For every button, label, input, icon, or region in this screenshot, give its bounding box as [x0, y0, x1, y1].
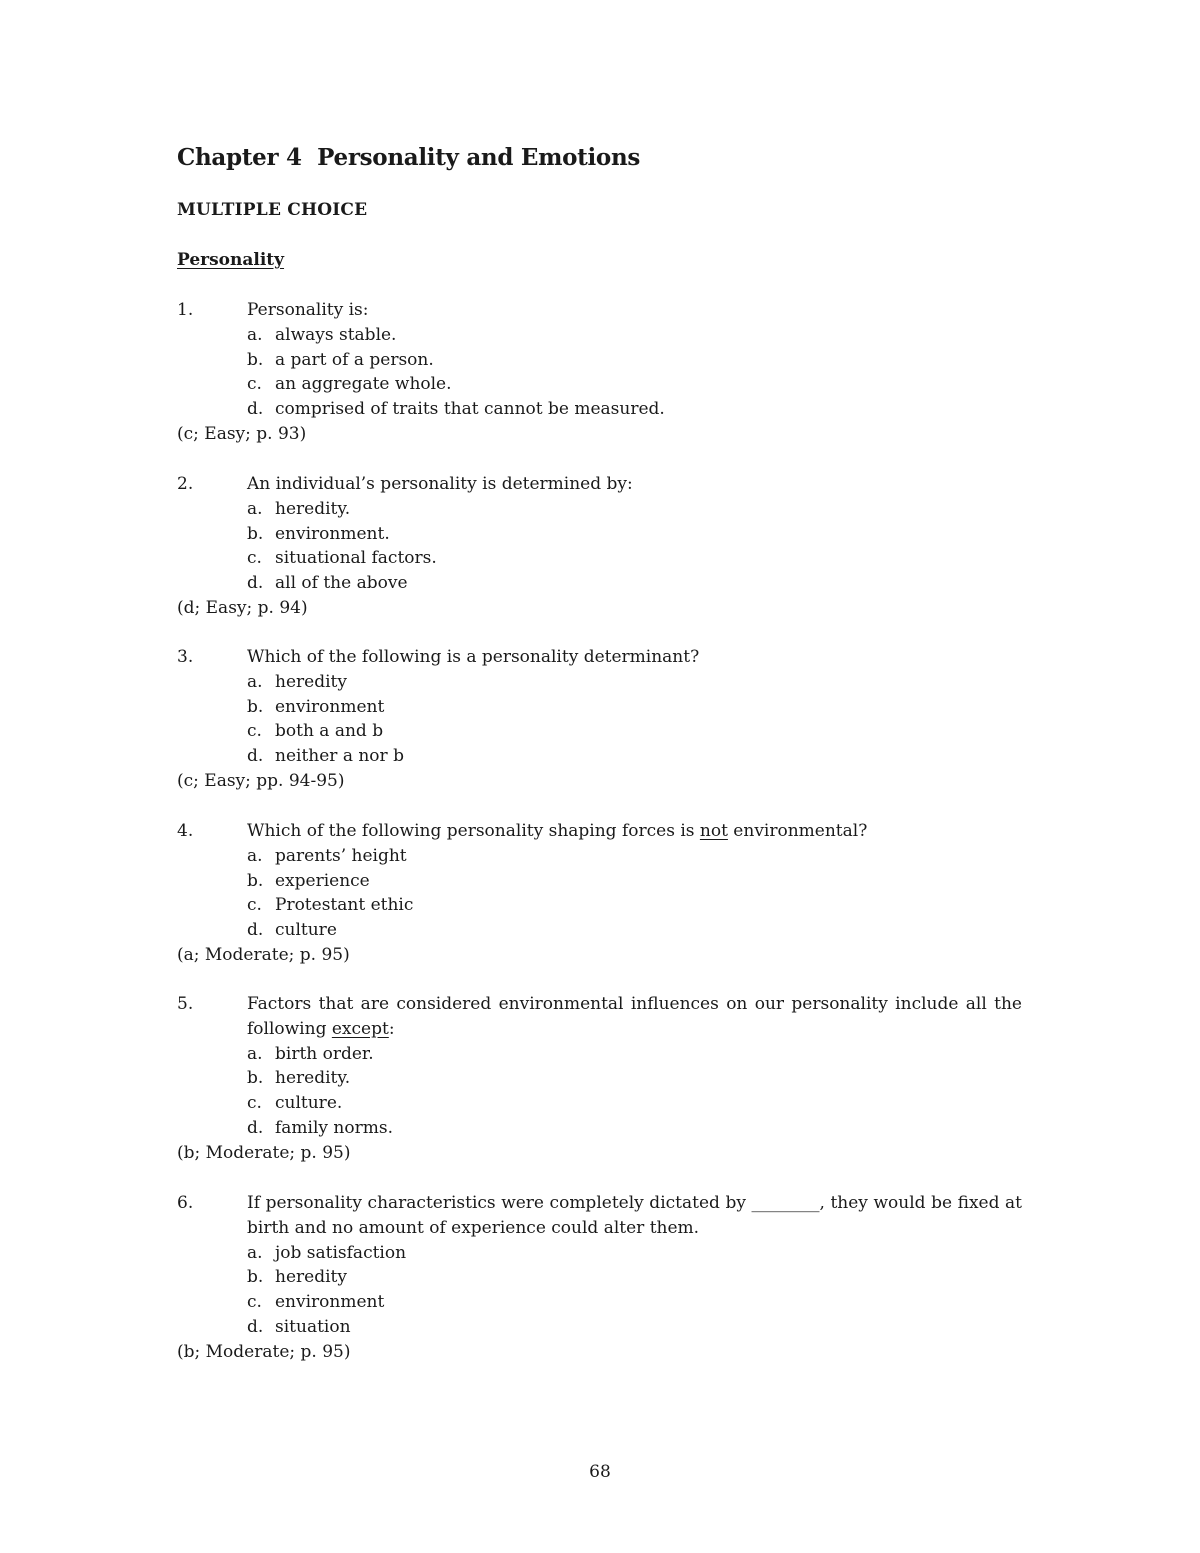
option-b [247, 522, 1022, 547]
question-number: 6. [177, 1193, 194, 1213]
question-number: 3. [177, 647, 194, 667]
option-list [177, 1241, 1022, 1340]
option-list [177, 497, 1022, 596]
question-stem-text: : [388, 1018, 395, 1039]
option-letter: a. [247, 1043, 263, 1064]
option-c [247, 893, 1022, 918]
option-text: an aggregate whole. [275, 374, 452, 395]
option-b [247, 1066, 1022, 1091]
option-c [247, 372, 1022, 397]
option-letter: c. [247, 1292, 262, 1313]
option-text: environment [275, 696, 385, 717]
option-b [247, 869, 1022, 894]
option-text: heredity [275, 1267, 347, 1288]
option-d [247, 744, 1022, 769]
chapter-title: Chapter 4 Personality and Emotions [177, 144, 641, 171]
question-stem-emphasis: except [331, 1018, 389, 1039]
option-c [247, 719, 1022, 744]
option-text: experience [275, 870, 370, 891]
option-letter: d. [247, 399, 264, 420]
option-letter: a. [247, 671, 263, 692]
option-b [247, 348, 1022, 373]
answer-key: (b; Moderate; p. 95) [177, 1341, 351, 1362]
option-list [177, 844, 1022, 943]
answer-key: (a; Moderate; p. 95) [177, 944, 350, 965]
option-c [247, 546, 1022, 571]
subsection-heading: Personality [177, 250, 285, 270]
answer-key: (d; Easy; p. 94) [177, 597, 308, 618]
option-letter: d. [247, 1117, 264, 1138]
option-a [247, 670, 1022, 695]
option-text: heredity. [275, 498, 351, 519]
option-text: comprised of traits that cannot be measured. [275, 399, 665, 420]
option-text: culture. [275, 1093, 343, 1114]
option-text: culture [275, 920, 337, 941]
option-b [247, 1265, 1022, 1290]
option-letter: c. [247, 548, 262, 569]
question-number: 5. [177, 994, 194, 1014]
option-a [247, 497, 1022, 522]
option-letter: b. [247, 349, 264, 370]
question-3 [177, 645, 1022, 794]
question-2 [177, 472, 1022, 621]
option-text: heredity. [275, 1068, 351, 1089]
option-d [247, 571, 1022, 596]
option-text: situational factors. [275, 548, 437, 569]
question-number: 2. [177, 474, 194, 494]
option-text: both a and b [275, 721, 384, 742]
question-stem: An individual’s personality is determined by: [247, 474, 633, 494]
option-letter: a. [247, 1242, 263, 1263]
option-text: environment [275, 1292, 385, 1313]
option-d [247, 397, 1022, 422]
option-text: Protestant ethic [275, 895, 414, 916]
option-a [247, 1042, 1022, 1067]
option-letter: c. [247, 374, 262, 395]
question-stem-text: Factors that are considered environmental influences on our personality include all the following [247, 994, 1022, 1039]
option-letter: c. [247, 895, 262, 916]
option-letter: d. [247, 1316, 264, 1337]
option-text: neither a nor b [275, 746, 404, 767]
option-letter: c. [247, 1093, 262, 1114]
option-letter: b. [247, 696, 264, 717]
question-4 [177, 819, 1022, 968]
option-letter: d. [247, 746, 264, 767]
question-number: 4. [177, 821, 194, 841]
question-stem: Personality is: [247, 300, 369, 320]
option-c [247, 1091, 1022, 1116]
question-number: 1. [177, 300, 194, 320]
question-stem [247, 992, 1022, 1042]
option-text: birth order. [275, 1043, 374, 1064]
option-list [177, 670, 1022, 769]
question-stem-text: Which of the following personality shaping forces is [247, 821, 700, 841]
option-a [247, 844, 1022, 869]
option-letter: b. [247, 523, 264, 544]
option-letter: a. [247, 324, 263, 345]
option-letter: b. [247, 870, 264, 891]
option-c [247, 1290, 1022, 1315]
question-stem-text: environmental? [727, 821, 868, 841]
question-1 [177, 298, 1022, 447]
option-text: environment. [275, 523, 390, 544]
option-d [247, 918, 1022, 943]
option-letter: a. [247, 845, 263, 866]
option-text: always stable. [275, 324, 397, 345]
option-letter: d. [247, 920, 264, 941]
option-text: heredity [275, 671, 347, 692]
section-heading: MULTIPLE CHOICE [177, 200, 368, 220]
answer-key: (c; Easy; p. 93) [177, 423, 307, 444]
question-6 [177, 1191, 1022, 1365]
option-d [247, 1315, 1022, 1340]
option-list [177, 323, 1022, 422]
option-list [177, 1042, 1022, 1141]
question-stem-emphasis: not [699, 821, 728, 841]
option-a [247, 1241, 1022, 1266]
option-b [247, 695, 1022, 720]
option-d [247, 1116, 1022, 1141]
question-stem [247, 819, 1022, 844]
page-number: 68 [589, 1462, 611, 1482]
answer-key: (b; Moderate; p. 95) [177, 1142, 351, 1163]
option-text: situation [275, 1316, 351, 1337]
option-letter: b. [247, 1267, 264, 1288]
option-a [247, 323, 1022, 348]
option-letter: d. [247, 573, 264, 594]
answer-key: (c; Easy; pp. 94-95) [177, 770, 345, 791]
option-text: job satisfaction [275, 1242, 407, 1263]
option-text: a part of a person. [275, 349, 434, 370]
option-text: family norms. [275, 1117, 393, 1138]
question-5 [177, 992, 1022, 1166]
question-stem: If personality characteristics were completely dictated by ________, they would be fixed at birth and no amount of experience could alter them. [247, 1193, 1022, 1238]
option-text: parents’ height [275, 845, 407, 866]
option-letter: a. [247, 498, 263, 519]
option-letter: c. [247, 721, 262, 742]
option-letter: b. [247, 1068, 264, 1089]
option-text: all of the above [275, 573, 408, 594]
question-stem: Which of the following is a personality determinant? [247, 647, 700, 667]
